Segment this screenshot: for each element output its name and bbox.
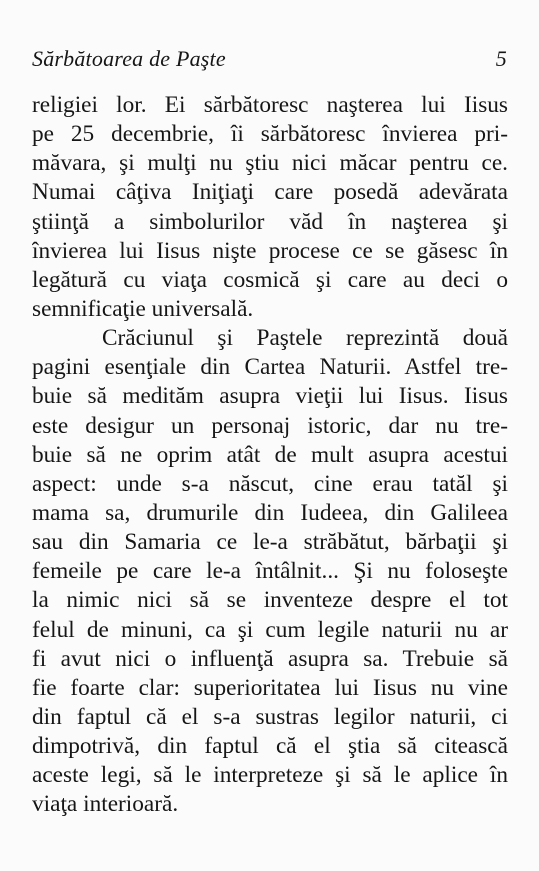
text-line: învierea lui Iisus nişte procese ce se găsesc în: [32, 237, 508, 264]
text-line: aceste legi, să le interpreteze şi să le aplice în: [32, 762, 508, 789]
text-line: măvara, şi mulţi nu ştiu nici măcar pentru ce.: [32, 150, 508, 177]
paragraph-start-line: Crăciunul şi Paştele reprezintă două: [102, 325, 508, 352]
paragraph-end-line: viaţa interioară.: [32, 791, 179, 818]
text-line: este desigur un personaj istoric, dar nu tre-: [32, 412, 508, 439]
running-header: [32, 44, 507, 74]
text-line: pagini esenţiale din Cartea Naturii. Astfel tre-: [32, 354, 508, 381]
text-line: buie să ne oprim atât de mult asupra acestui: [32, 441, 508, 468]
text-line: legătură cu viaţa cosmică şi care au deci o: [32, 266, 508, 293]
chapter-title: Sărbătoarea de Paşte: [32, 46, 226, 71]
text-line: din faptul că el s-a sustras legilor naturii, ci: [32, 703, 508, 730]
text-line: religiei lor. Ei sărbătoresc naşterea lui Iisus: [32, 92, 508, 118]
paragraph-end-line: semnificaţie universală.: [32, 295, 254, 322]
text-line: Numai câţiva Iniţiaţi care posedă adevărata: [32, 179, 508, 206]
text-line: aspect: unde s-a născut, cine erau tatăl şi: [32, 470, 508, 497]
text-line: ştiinţă a simbolurilor văd în naşterea şi: [32, 208, 508, 235]
text-line: la nimic nici să se inventeze despre el tot: [32, 587, 508, 614]
page-number: 5: [495, 46, 507, 71]
text-line: buie să medităm asupra vieţii lui Iisus. Iisus: [32, 383, 508, 410]
text-line: femeile pe care le-a întâlnit... Şi nu foloseşte: [32, 558, 508, 585]
text-line: mama sa, drumurile din Iudeea, din Galileea: [32, 499, 508, 526]
text-line: fi avut nici o influenţă asupra sa. Trebuie să: [32, 645, 508, 672]
text-line: dimpotrivă, din faptul că el ştia să citească: [32, 733, 508, 760]
text-line: pe 25 decembrie, îi sărbătoresc învierea pri-: [32, 121, 508, 148]
text-line: sau din Samaria ce le-a străbătut, bărbaţii şi: [32, 529, 508, 556]
body-text: [32, 91, 508, 820]
text-line: felul de minuni, ca şi cum legile naturii nu ar: [32, 616, 508, 643]
text-line: fie foarte clar: superioritatea lui Iisus nu vine: [32, 674, 508, 701]
